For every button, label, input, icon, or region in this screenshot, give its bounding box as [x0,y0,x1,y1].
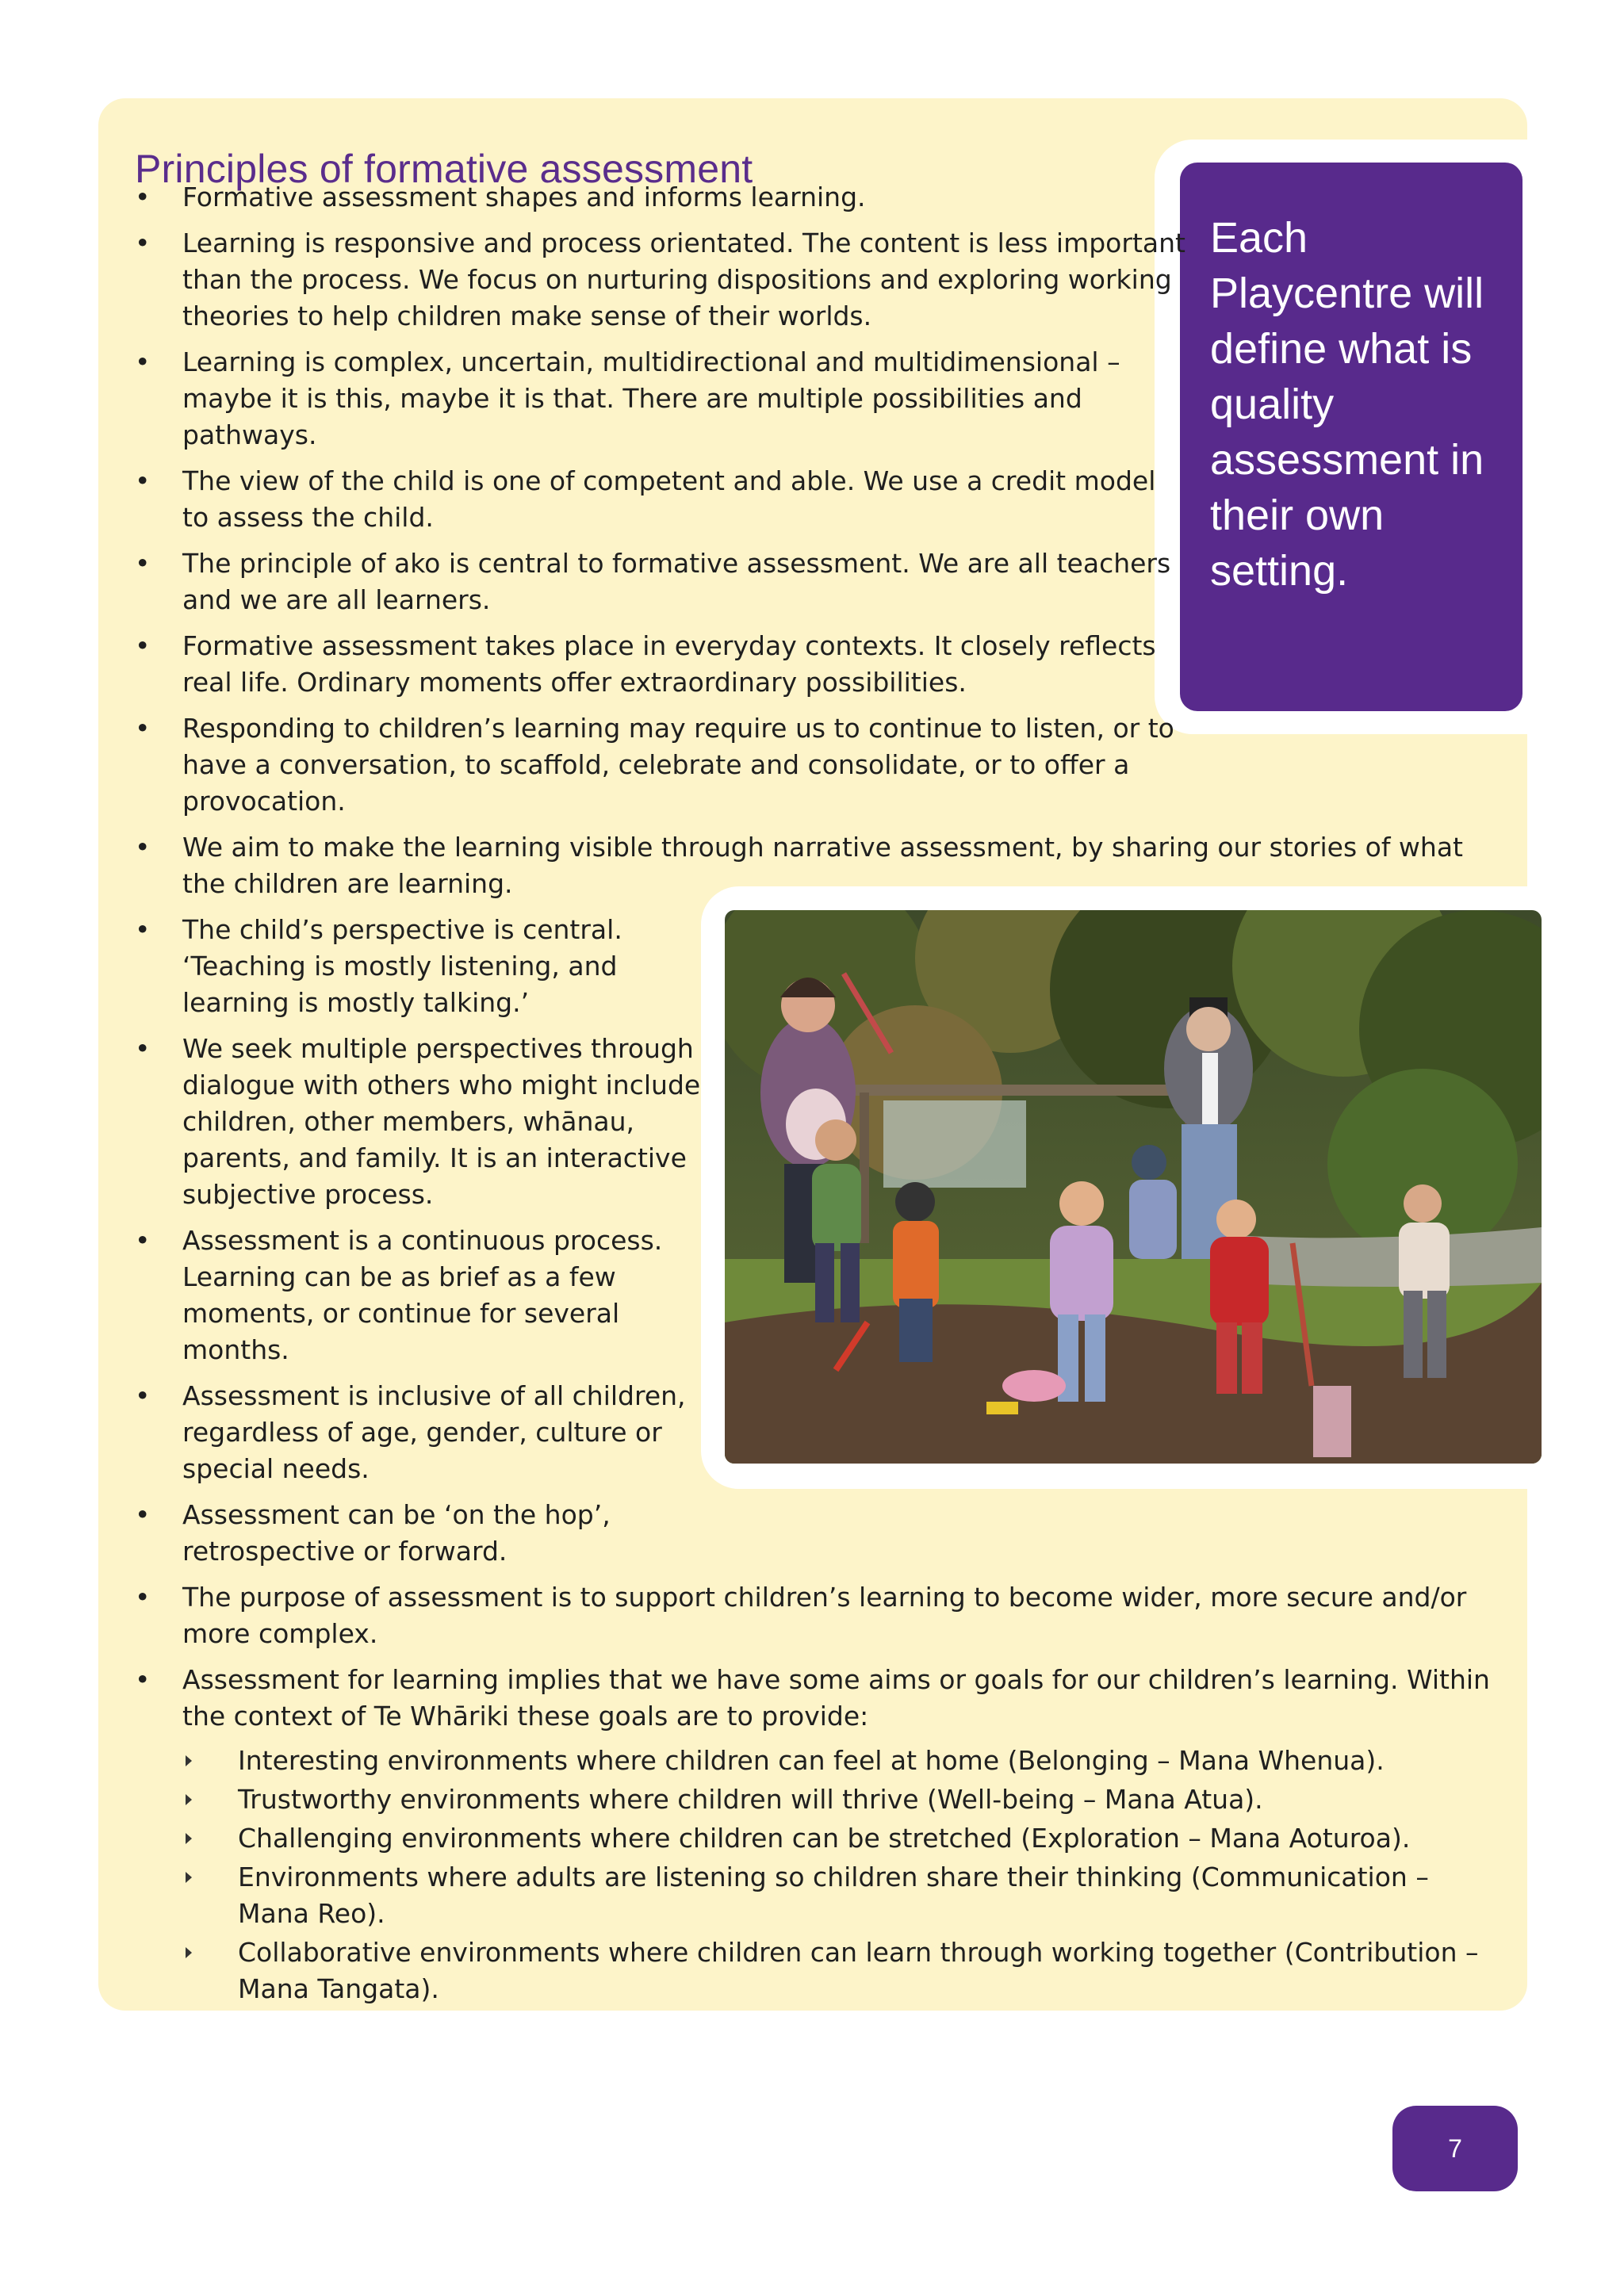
list-item: • Formative assessment shapes and informs learning. [135,179,1499,216]
triangle-bullet-icon [186,1872,192,1883]
callout-text: Each Playcentre will define what is quality assessment in their own setting. [1210,214,1484,595]
bullet-icon: • [135,228,151,258]
triangle-bullet-icon [186,1794,192,1805]
list-item: • Learning is complex, uncertain, multidirectional and multidimensional – maybe it is this, maybe it is that. There are multiple possibilities and pathways. [135,344,1499,453]
bullet-icon: • [135,1380,151,1411]
list-item: • We seek multiple perspectives through dialogue with others who might include children, other members, whānau, parents, and family. It is an interactive subjective process. [135,1031,1499,1213]
bullet-icon: • [135,914,151,945]
triangle-bullet-icon [186,1947,192,1958]
list-item: • Assessment is a continuous process. Learning can be as brief as a few moments, or continue for several months. [135,1223,1499,1368]
goal-item: Challenging environments where children can be stretched (Exploration – Mana Aoturoa). [182,1820,1499,1857]
list-item: • Formative assessment takes place in everyday contexts. It closely reflects real life. Ordinary moments offer extraordinary possibilities. [135,628,1499,701]
list-item: • We aim to make the learning visible through narrative assessment, by sharing our stories of what the children are learning. [135,829,1499,902]
bullet-icon: • [135,832,151,863]
goal-item: Interesting environments where children can feel at home (Belonging – Mana Whenua). [182,1743,1499,1779]
bullet-icon: • [135,346,151,377]
bullet-icon: • [135,1225,151,1256]
list-item: • Assessment for learning implies that we have some aims or goals for our children’s learning. Within the context of Te Whāriki these goals are to provide: Interesting environments where children can feel at home (Belonging – Mana Whenua). Trustworthy environments where children will thrive (Well-being – Mana Atua). Challenging environments where children can be stretched (Exploration – Mana Aoturoa). Environments where adults are listening so children share their thinking (Communication – Mana Reo). Collaborative environments where children can learn through working together (Contribution – Mana Tangata). [135,1662,1499,2007]
list-item: • Learning is responsive and process orientated. The content is less important than the process. We focus on nurturing dispositions and exploring working theories to help children make sense of their worlds. [135,225,1499,335]
triangle-bullet-icon [186,1833,192,1844]
list-item: • The child’s perspective is central. ‘Teaching is mostly listening, and learning is mostly talking.’ [135,912,1499,1021]
list-item: • Assessment can be ‘on the hop’, retrospective or forward. [135,1497,1499,1570]
list-item: • The view of the child is one of competent and able. We use a credit model to assess the child. [135,463,1499,536]
goal-item: Collaborative environments where children can learn through working together (Contribution – Mana Tangata). [182,1934,1499,2007]
bullet-icon: • [135,1033,151,1064]
triangle-bullet-icon [186,1755,192,1766]
list-item: • Assessment is inclusive of all children, regardless of age, gender, culture or special needs. [135,1378,1499,1487]
bullet-icon: • [135,713,151,744]
page-number: 7 [1392,2106,1518,2191]
bullet-icon: • [135,1582,151,1613]
list-item: • Responding to children’s learning may require us to continue to listen, or to have a conversation, to scaffold, celebrate and consolidate, or to offer a provocation. [135,710,1499,820]
list-item: • The purpose of assessment is to support children’s learning to become wider, more secure and/or more complex. [135,1579,1499,1652]
bullet-icon: • [135,1499,151,1530]
bullet-icon: • [135,630,151,661]
goal-item: Trustworthy environments where children will thrive (Well-being – Mana Atua). [182,1781,1499,1818]
goal-item: Environments where adults are listening so children share their thinking (Communication – Mana Reo). [182,1859,1499,1932]
bullet-icon: • [135,182,151,212]
bullet-icon: • [135,1664,151,1695]
list-item: • The principle of ako is central to formative assessment. We are all teachers and we are all learners. [135,545,1499,618]
goals-list [182,1743,1499,2007]
page-title: Principles of formative assessment [135,146,753,191]
bullet-icon: • [135,465,151,496]
playcentre-photo [725,910,1542,1464]
bullet-icon: • [135,548,151,579]
